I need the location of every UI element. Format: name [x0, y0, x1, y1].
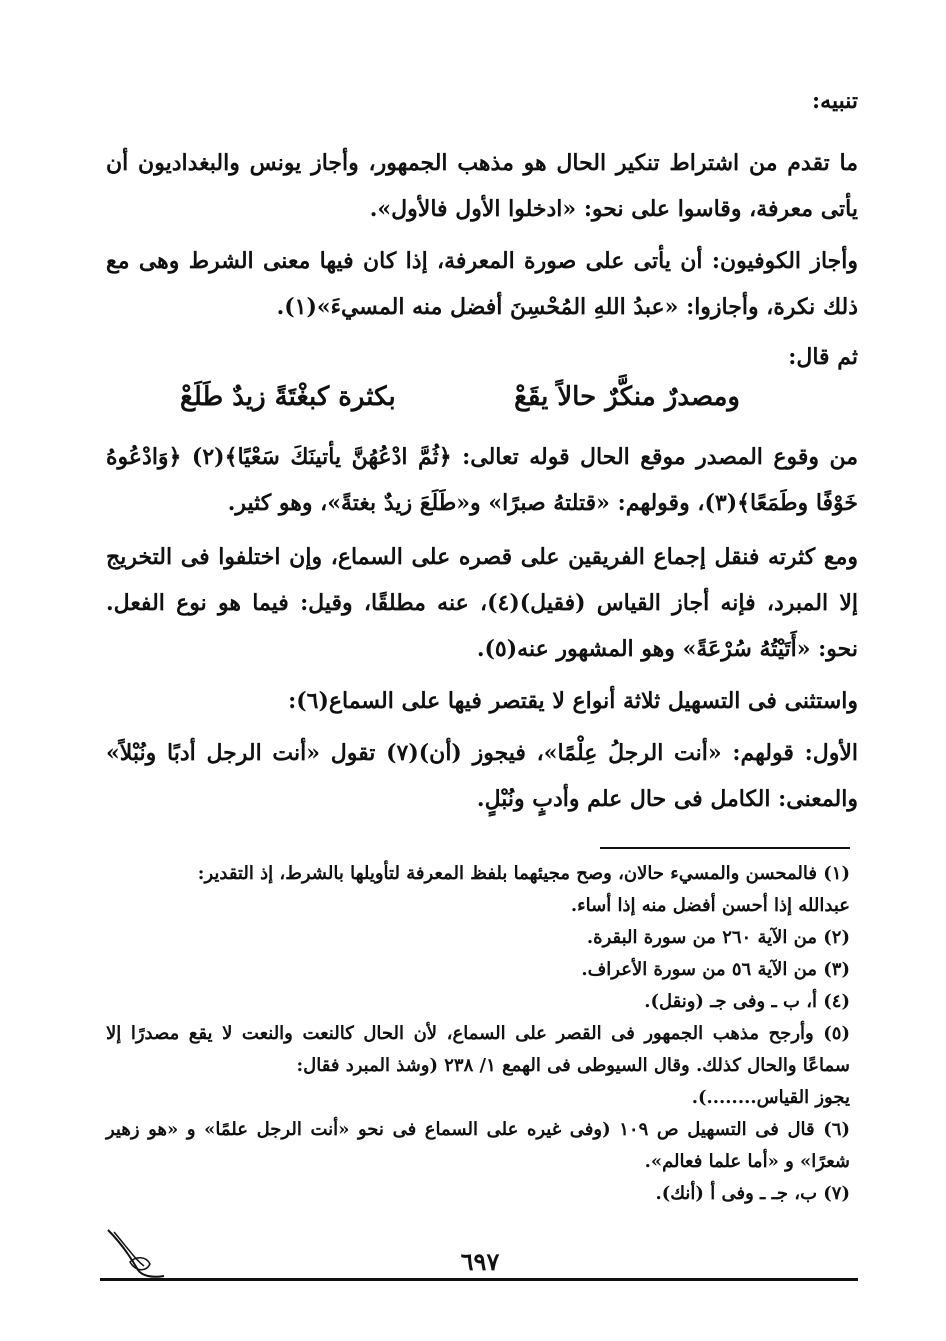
main-text-block-2	[106, 434, 858, 822]
verse-second-hemistich: بكثرة كبغْتَةً زيدٌ طَلَعْ	[180, 382, 396, 412]
footnote-6: (٦) قال فى التسهيل ص ١٠٩ (وفى غيره على السماع فى نحو «أنت الرجل علمًا» و «هو زهير شعرًا» و «أما علما فعالم».	[106, 1119, 850, 1172]
footnote-7: (٧) ب، جـ ـ وفى أ (أنك).	[655, 1183, 850, 1204]
paragraph-7: الأول: قولهم: «أنت الرجلُ عِلْمًا»، فيجوز (أن)(٧) تقول «أنت الرجل أدبًا ونُبْلاً» والمعنى: الكامل فى حال علم وأدبٍ ونُبْلٍ.	[106, 740, 858, 812]
poetry-verse	[180, 378, 740, 424]
footnote-5-continued: يجوز القياس........).	[691, 1087, 850, 1108]
footnotes	[106, 858, 850, 1210]
paragraph-6: واستثنى فى التسهيل ثلاثة أنواع لا يقتصر فيها على السماع(٦):	[288, 688, 858, 714]
footnote-separator	[600, 847, 850, 849]
bottom-rule	[100, 1278, 858, 1281]
main-text-block-1	[106, 140, 858, 380]
paragraph-1: ما تقدم من اشتراط تنكير الحال هو مذهب الجمهور، وأجاز يونس والبغداديون أن يأتى معرفة، وقاسوا على نحو: «ادخلوا الأول فالأول».	[106, 150, 858, 222]
page-number: ٦٩٧	[460, 1247, 500, 1276]
footnote-3: (٣) من الآية ٥٦ من سورة الأعراف.	[581, 959, 850, 980]
verse-first-hemistich: ومصدرٌ منكَّرٌ حالاً يقَعْ	[514, 382, 740, 412]
quill-ornament-icon	[100, 1222, 172, 1282]
footnote-2: (٢) من الآية ٢٦٠ من سورة البقرة.	[586, 927, 850, 948]
footnote-5: (٥) وأرجح مذهب الجمهور فى القصر على السماع، لأن الحال كالنعت والنعت لا يقع مصدرًا إلا سماعًا والحال كذلك. وقال السيوطى فى الهمع ١/ ٢٣٨ (وشذ المبرد فقال:	[106, 1023, 850, 1076]
paragraph-4: من وقوع المصدر موقع الحال قوله تعالى: ﴿ثُمَّ ادْعُهُنَّ يأتينَكَ سَعْيًا﴾(٢) ﴿وَادْعُوهُ خَوْفًا وطَمَعًا﴾(٣)، وقولهم: «قتلتهُ صبرًا» و«طَلَعَ زيدٌ بغتةً»، وهو كثير.	[106, 444, 859, 516]
footnote-1: (١) فالمحسن والمسيء حالان، وصح مجيئهما بلفظ المعرفة لتأويلها بالشرط، إذ التقدير:	[197, 863, 850, 884]
paragraph-3: ثم قال:	[788, 344, 858, 370]
paragraph-2: وأجاز الكوفيون: أن يأتى على صورة المعرفة، إذا كان فيها معنى الشرط وهى مع ذلك نكرة، وأجازوا: «عبدُ اللهِ المُحْسِنَ أفضل منه المسيءَ»(١).	[106, 248, 858, 320]
footnote-4: (٤) أ، ب ـ وفى جـ (ونقل).	[644, 991, 850, 1012]
section-heading: تنبيه:	[812, 88, 858, 114]
footnote-1-continued: عبدالله إذا أحسن أفضل منه إذا أساء.	[570, 895, 850, 916]
paragraph-5: ومع كثرته فنقل إجماع الفريقين على قصره على السماع، وإن اختلفوا فى التخريج إلا المبرد، فإنه أجاز القياس (فقيل)(٤)، عنه مطلقًا، وقيل: فيما هو نوع الفعل. نحو: «أَتَيْتُهُ سُرْعَةً» وهو المشهور عنه(٥).	[106, 544, 858, 662]
